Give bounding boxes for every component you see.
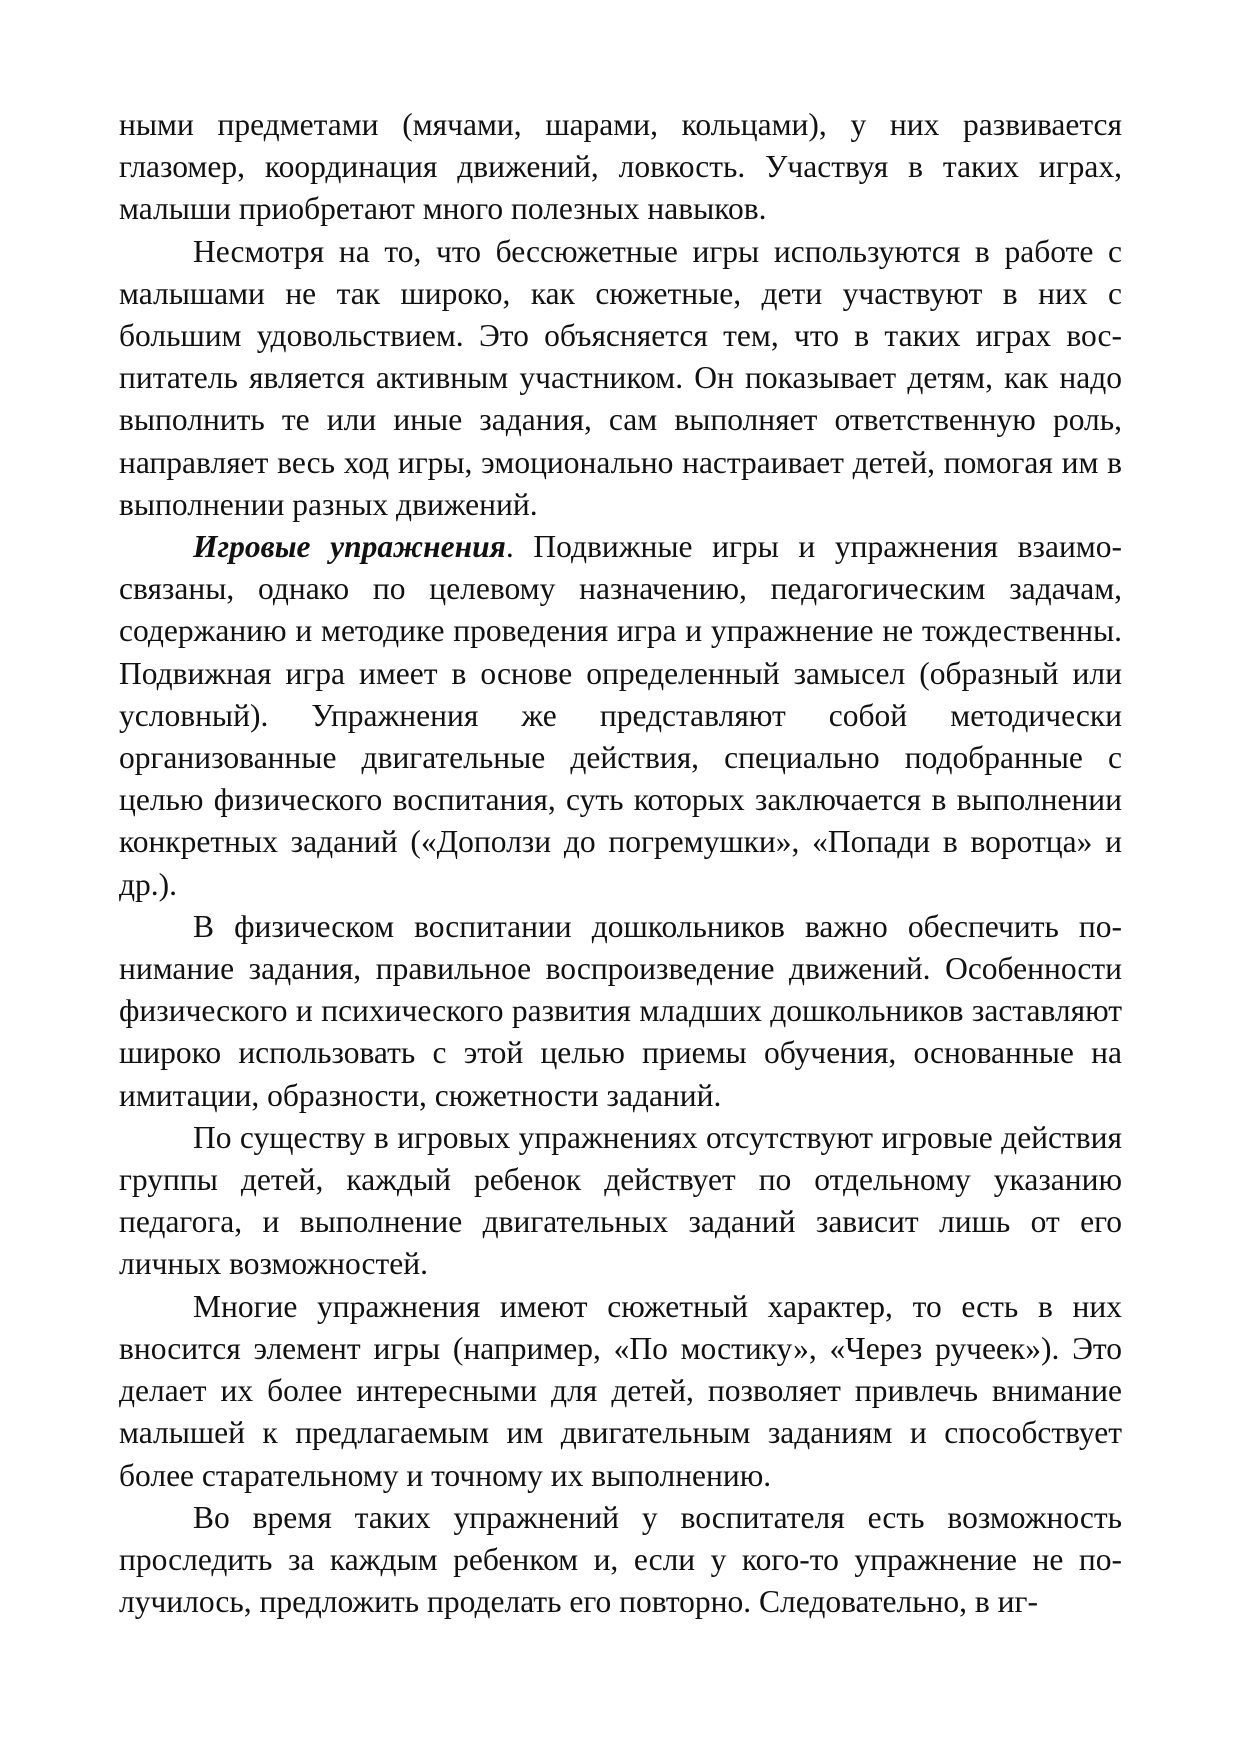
paragraph-1: ными предметами (мячами, шарами, кольцами), у них развивается глазомер, координация движений, ловкость. Участвуя в таких играх, малыши приобретают много полезных навыков. <box>119 107 1122 227</box>
paragraph-2: Несмотря на то, что бессюжетные игры используются в работе с малышами не так широко, как сюжетные, дети участвуют в них с большим удовольствием. Это объясняется тем, что в таких играх воспитатель является активным участником. Он показывает детям, как надо выполнить те или иные задания, сам выполняет ответственную роль, направляет весь ход игры, эмоционально настраивает детей, помогая им в выполнении разных движений. <box>119 233 1122 522</box>
paragraph-3 <box>119 526 1122 906</box>
document-page <box>119 104 1122 1623</box>
paragraph-3-text: . Подвижные игры и упражнения взаимосвязаны, однако по целевому назначению, педагогическим задачам, содержанию и методике проведения игра и упражнение не тождественны. Подвижная игра имеет в основе определенный замысел (образный или условный). Упражнения же представляют собой методически организованные двигательные действия, специально подобранные с целью физического воспитания, суть которых заключается в выполнении конкретных заданий («Доползи до погремушки», «Попади в воротца» и др.). <box>119 529 1122 902</box>
paragraph-6: Многие упражнения имеют сюжетный характер, то есть в них вносится элемент игры (например, «По мостику», «Через ручеек»). Это делает их более интересными для детей, позволяет привлечь внимание малышей к предлагаемым им двигательным заданиям и способствует более старательному и точному их выполнению. <box>119 1288 1122 1493</box>
paragraph-7: Во время таких упражнений у воспитателя есть возможность проследить за каждым ребенком и, если у кого-то упражнение не получилось, предложить проделать его повторно. Следовательно, в иг- <box>119 1499 1122 1620</box>
paragraph-4: В физическом воспитании дошкольников важно обеспечить понимание задания, правильное воспроизведение движений. Особенности физического и психического развития младших дошкольников заставляют широко использовать с этой целью приемы обучения, основанные на имитации, образности, сюжетности заданий. <box>119 908 1122 1113</box>
section-heading: Игровые упражнения <box>193 529 506 565</box>
paragraph-5: По существу в игровых упражнениях отсутствуют игровые действия группы детей, каждый ребенок действует по отдельному указанию педагога, и выполнение двигательных заданий зависит лишь от его личных возможностей. <box>119 1119 1122 1282</box>
